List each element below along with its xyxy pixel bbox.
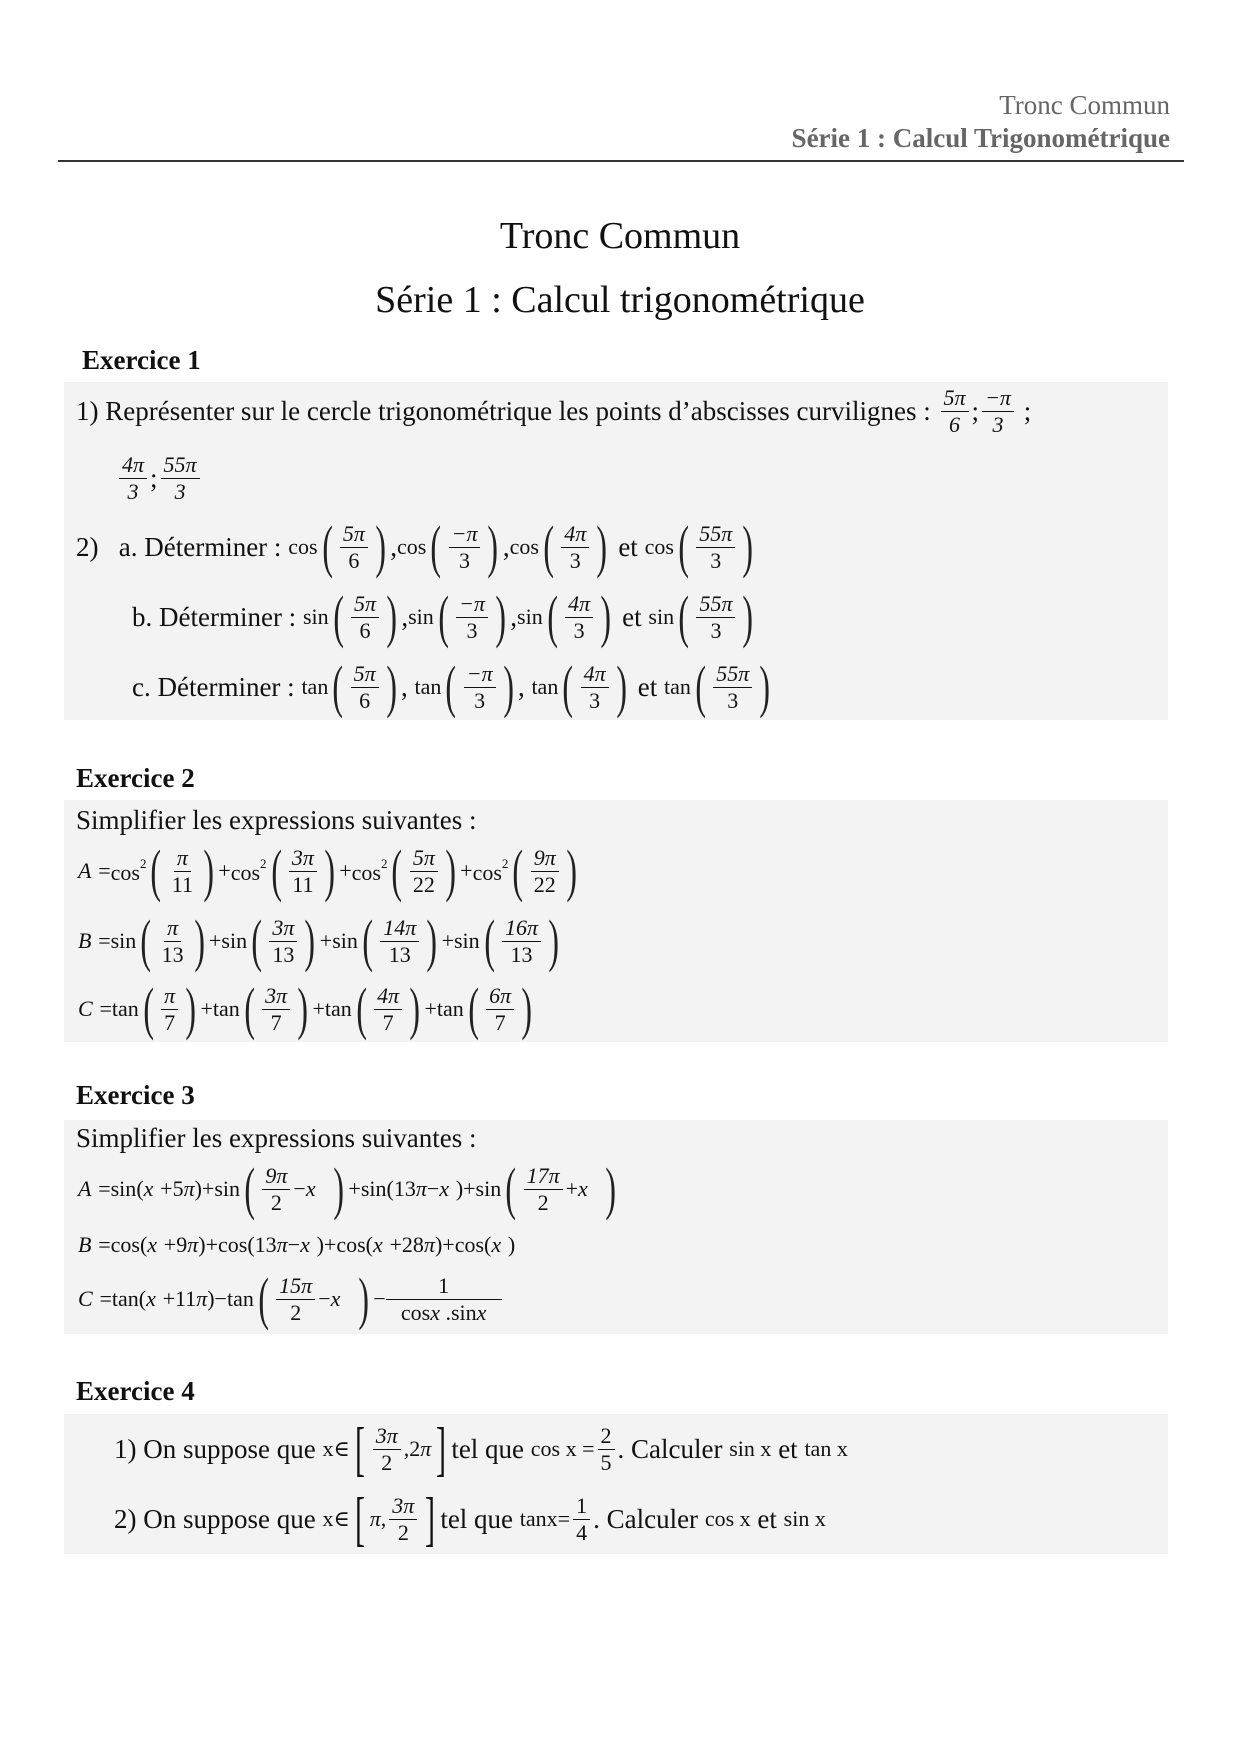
ex1-item-1 — [76, 383, 1031, 439]
ex2-expression-b: B = sin ( $\frac{\pi}{13}$ ) + sin ( $\frac{3\pi}{13}$ ) + sin ( $\frac{14\pi}{13}$ ) + sin ( $\frac{16\pi}{13}$ ) — [78, 908, 560, 973]
conjunction: et — [757, 1503, 777, 1534]
exercise-2-heading: Exercice 2 — [76, 763, 195, 793]
item-text: tel que — [440, 1503, 514, 1534]
paren-group: ( $\frac{5\pi}{6}$ ) — [332, 584, 397, 649]
separator: ; — [1023, 395, 1032, 426]
page-title-course: Tronc Commun — [499, 215, 741, 257]
ask-value: sin x — [729, 1436, 772, 1461]
fraction: $\frac{55\pi}{3}$ — [161, 452, 200, 505]
paren-group: ( $\frac{5\pi}{6}$ ) — [332, 654, 397, 719]
item-label: 2) — [76, 531, 99, 562]
item-label: 1) — [114, 1433, 137, 1464]
paren-group: ( $\frac{5\pi}{6}$ ) — [321, 514, 386, 579]
item-label: 2) — [114, 1503, 137, 1534]
function-name: cos — [288, 534, 318, 559]
item-text: tel que — [451, 1433, 525, 1464]
header-divider — [58, 160, 1184, 162]
function-name: cos — [509, 534, 539, 559]
expression-name: C — [78, 996, 93, 1021]
paren-group: ( $\frac{-\pi}{3}$ ) — [438, 584, 506, 649]
separator: ; — [150, 462, 158, 493]
conjunction: et — [778, 1433, 798, 1464]
function-name: tan — [531, 674, 559, 699]
item-text: a. Déterminer : — [118, 531, 282, 562]
item-text: . Calculer — [617, 1433, 723, 1464]
ex4-item-2: 2) On suppose que x∈ [ π , $\frac{3\pi}{2}$ ] tel que tanx= $\frac{1}{4}$ . Calculer cos x et sin x — [114, 1486, 826, 1552]
conjunction: et — [618, 531, 638, 562]
running-header-course: Tronc Commun — [999, 90, 1170, 120]
item-text: . Calculer — [593, 1503, 699, 1534]
ex1-item-2a: 2) a. Déterminer : cos ( $\frac{5\pi}{6}$ ) , cos ( $\frac{-\pi}{3}$ ) , cos ( $\frac{4\pi}{3}$ ) et cos ( $\frac{55\pi}{3}$ ) — [76, 514, 758, 580]
ex3-intro: Simplifier les expressions suivantes : — [76, 1122, 477, 1153]
separator: ; — [971, 395, 980, 426]
ex1-item-2c: c. Déterminer : tan ( $\frac{5\pi}{6}$ ) , tan ( $\frac{-\pi}{3}$ ) , tan ( $\frac{4\pi}{3}$ ) et tan ( $\frac{55\pi}{3}$ ) — [132, 654, 775, 720]
item-text: b. Déterminer : — [132, 601, 297, 632]
expression-name: A — [78, 858, 92, 883]
fraction: $\frac{-\pi}{3}$ — [982, 385, 1014, 438]
function-name: sin — [648, 604, 675, 629]
function-name: sin — [408, 604, 434, 629]
item-text: On suppose que — [143, 1433, 316, 1464]
paren-group: ( $\frac{55\pi}{3}$ ) — [695, 654, 771, 719]
equals-sign: = — [98, 858, 111, 883]
ask-value: cos x — [704, 1506, 751, 1531]
item-label: 1) — [76, 395, 99, 426]
ask-value: tan x — [804, 1436, 848, 1461]
expression-name: B — [78, 928, 92, 953]
item-text: c. Déterminer : — [132, 671, 295, 702]
fraction: $\frac{4\pi}{3}$ — [119, 452, 147, 505]
function-name: tan — [301, 674, 329, 699]
function-name: tan — [414, 674, 442, 699]
exercise-3-heading: Exercice 3 — [76, 1080, 195, 1110]
ex4-item-1: 1) On suppose que x∈ [ $\frac{3\pi}{2}$ ,2 π ] tel que cos x = $\frac{2}{5}$ . Calculer sin x et tan x — [114, 1416, 848, 1482]
function-name: sin — [517, 604, 543, 629]
exercise-4-heading: Exercice 4 — [76, 1376, 195, 1406]
equals-sign: = — [99, 996, 112, 1021]
ex2-expression-a: A = $\cos^2$ ( $\frac{\pi}{11}$ ) + $\cos^2$ ( $\frac{3\pi}{11}$ ) + $\cos^2$ ( $\frac{5\pi}{22}$ ) + $\cos^2$ ( $\frac{9\pi}{22}$ ) — [78, 838, 577, 903]
conjunction: et — [622, 601, 642, 632]
paren-group: ( $\frac{55\pi}{3}$ ) — [678, 584, 754, 649]
function-name: cos — [644, 534, 674, 559]
paren-group: ( $\frac{-\pi}{3}$ ) — [430, 514, 499, 579]
ex3-expression-b: B = cos ( x +9 π )+ cos (13 π − x )+ cos ( x +28 π )+ cos ( x ) — [78, 1232, 516, 1257]
paren-group: ( $\frac{4\pi}{3}$ ) — [547, 584, 612, 649]
ex1-item-1-cont — [116, 450, 203, 506]
ex2-expression-c: C = tan ( $\frac{\pi}{7}$ ) + tan ( $\frac{3\pi}{7}$ ) + tan ( $\frac{4\pi}{7}$ ) + tan ( $\frac{6\pi}{7}$ ) — [78, 976, 533, 1041]
conjunction: et — [637, 671, 658, 702]
item-text: Représenter sur le cercle trigonométrique les points d’abscisses curvilignes : — [105, 395, 931, 426]
paren-group: ( $\frac{55\pi}{3}$ ) — [678, 514, 754, 579]
function-name: tan — [664, 674, 691, 699]
ex1-item-2b: b. Déterminer : sin ( $\frac{5\pi}{6}$ ) , sin ( $\frac{-\pi}{3}$ ) , sin ( $\frac{4\pi}{3}$ ) et sin ( $\frac{55\pi}{3}$ ) — [132, 584, 758, 650]
item-text: On suppose que — [143, 1503, 316, 1534]
paren-group: ( $\frac{4\pi}{3}$ ) — [562, 654, 627, 719]
fraction: $\frac{5\pi}{6}$ — [941, 385, 969, 438]
ex3-expression-a: A = sin ( x +5 π )+ sin ( $\frac{9\pi}{2}$ − x ) + sin (13 π − x )+ sin ( $\frac{17\pi}{2}$ + x ) — [78, 1156, 617, 1221]
exercise-1-heading: Exercice 1 — [82, 345, 201, 375]
function-name: sin — [302, 604, 329, 629]
ask-value: sin x — [783, 1506, 826, 1531]
page-title-series: Série 1 : Calcul trigonométrique — [375, 279, 865, 321]
paren-group: ( $\frac{4\pi}{3}$ ) — [543, 514, 608, 579]
running-header-series: Série 1 : Calcul Trigonométrique — [791, 123, 1170, 153]
ex2-intro: Simplifier les expressions suivantes : — [76, 804, 477, 835]
ex3-expression-c: C = tan ( x +11 π )− tan ( $\frac{15\pi}{2}$ − x ) − $\frac{1}{\cos x .\sin x}$ — [78, 1266, 502, 1332]
equals-sign: = — [98, 928, 111, 953]
function-name: cos — [396, 534, 427, 559]
paren-group: ( $\frac{-\pi}{3}$ ) — [445, 654, 514, 719]
